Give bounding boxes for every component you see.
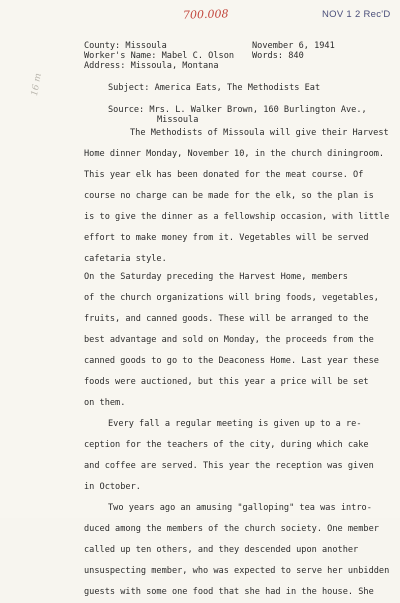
body-text [84, 123, 390, 603]
address-line: Address: Missoula, Montana [84, 61, 219, 71]
received-stamp: NOV 1 2 Rec'D [322, 9, 391, 20]
subject-line: Subject: America Eats, The Methodists Eat [108, 83, 321, 93]
body-line: Two years ago an amusing "galloping" tea was intro- [108, 503, 372, 513]
body-line: canned goods to go to the Deaconess Home. Last year these [84, 356, 379, 366]
body-line: course no charge can be made for the elk, so the plan is [84, 191, 374, 201]
body-line: unsuspecting member, who was expected to serve her unbidden [84, 566, 390, 576]
body-line: guests with some one food that she had in the house. She [84, 587, 374, 597]
body-line: On the Saturday preceding the Harvest Home, members [84, 272, 348, 282]
body-line: Home dinner Monday, November 10, in the church diningroom. [84, 149, 385, 159]
body-line: ception for the teachers of the city, during which cake [84, 440, 369, 450]
worker-line: Worker's Name: Mabel C. Olson [84, 51, 235, 61]
body-line: The Methodists of Missoula will give their Harvest [130, 128, 389, 138]
body-line: in October. [84, 482, 141, 492]
county-line: County: Missoula [84, 41, 167, 51]
body-line: This year elk has been donated for the meat course. Of [84, 170, 364, 180]
source-line-continued: Missoula [157, 115, 199, 125]
body-line: is to give the dinner as a fellowship occasion, with little [84, 212, 390, 222]
body-line: and coffee are served. This year the reception was given [84, 461, 374, 471]
body-line: called up ten others, and they descended upon another [84, 545, 359, 555]
body-line: of the church organizations will bring foods, vegetables, [84, 293, 379, 303]
body-line: best advantage and sold on Monday, the proceeds from the [84, 335, 374, 345]
body-line: effort to make money from it. Vegetables will be served [84, 233, 369, 243]
date: November 6, 1941 [252, 41, 335, 51]
body-line: fruits, and canned goods. These will be arranged to the [84, 314, 369, 324]
body-line: on them. [84, 398, 126, 408]
body-line: duced among the members of the church society. One member [84, 524, 379, 534]
body-line: Every fall a regular meeting is given up to a re- [108, 419, 362, 429]
source-line: Source: Mrs. L. Walker Brown, 160 Burlington Ave., [108, 105, 367, 115]
handwritten-file-number: 700.008 [182, 7, 229, 22]
pencil-margin-note: 16 m [30, 72, 44, 97]
word-count: Words: 840 [252, 51, 304, 61]
body-line: foods were auctioned, but this year a price will be set [84, 377, 369, 387]
body-line: cafetaria style. [84, 254, 167, 264]
